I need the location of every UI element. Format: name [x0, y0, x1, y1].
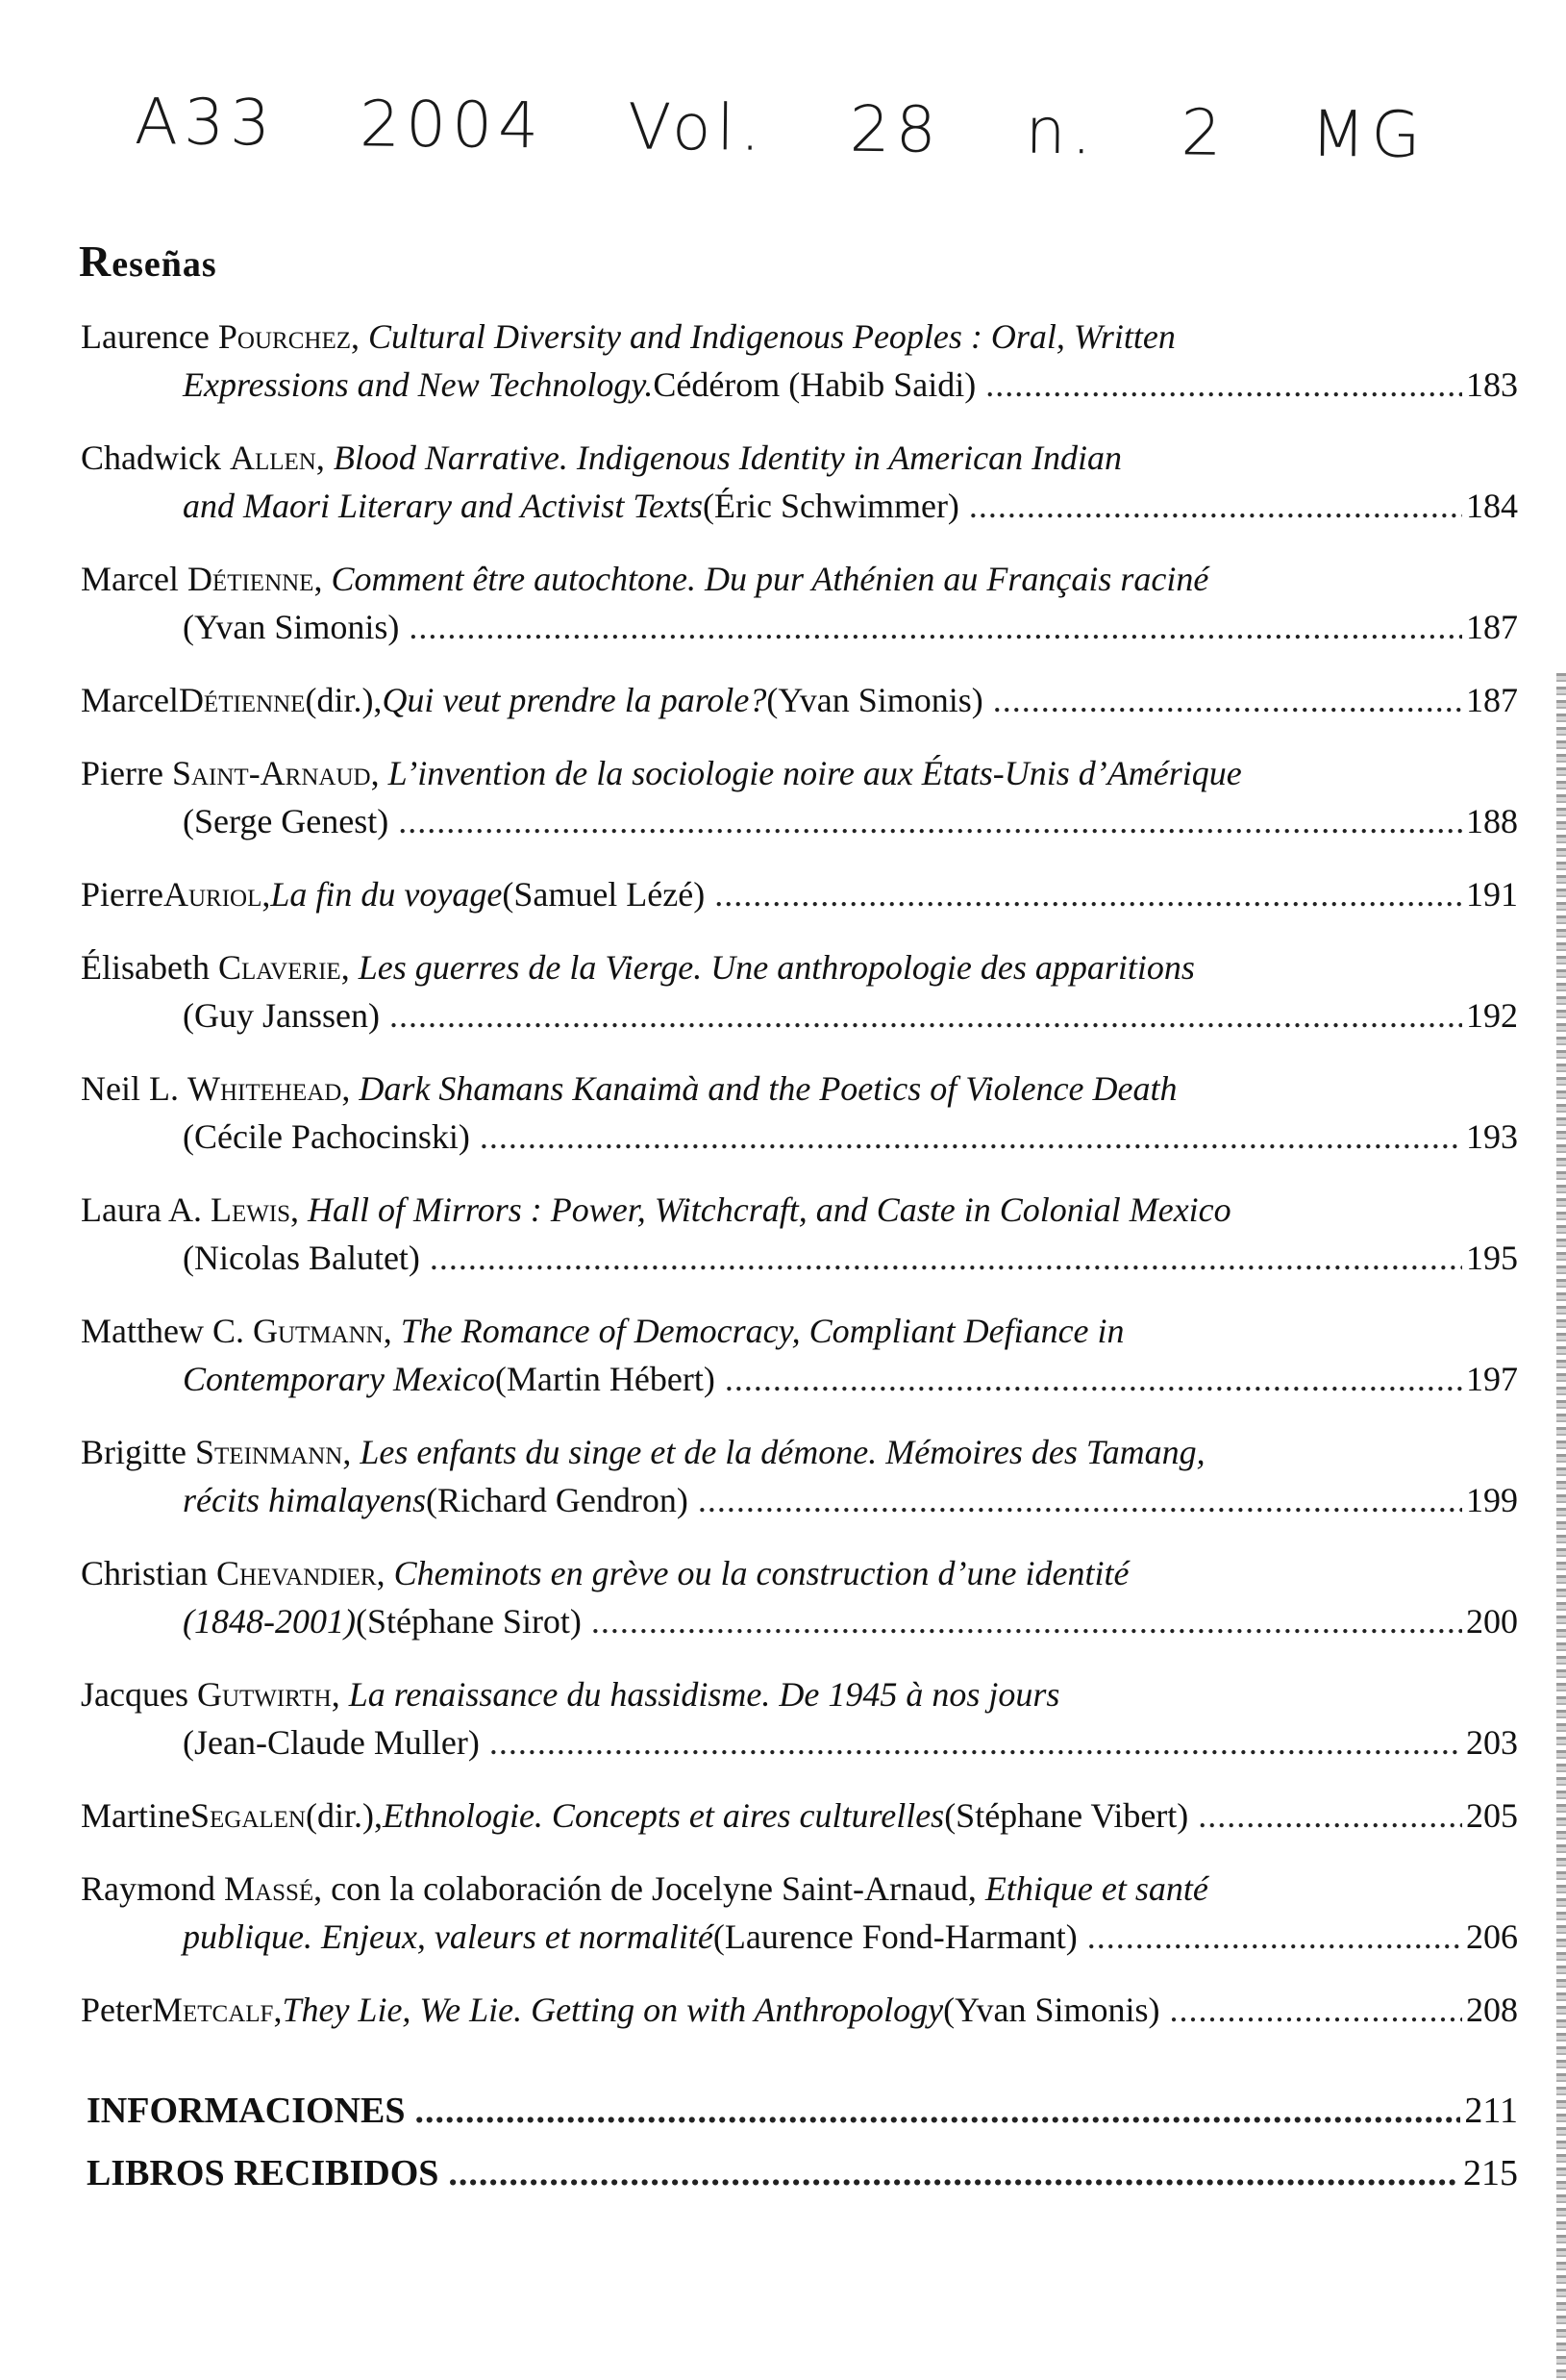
toc-entry: Jacques Gutwirth, La renaissance du hassidisme. De 1945 à nos jours (Jean-Claude Muller) ..... 203	[81, 1670, 1518, 1766]
toc-entry: Christian Chevandier, Cheminots en grève ou la construction d’une identité (1848-2001) (Stéphane Sirot) ..... 200	[81, 1549, 1518, 1645]
page-number: 195	[1466, 1239, 1518, 1277]
page-number: 215	[1463, 2153, 1518, 2193]
major-section-libros-recibidos: LIBROS RECIBIDOS ..... 215	[87, 2149, 1518, 2197]
leader-dots	[969, 482, 1462, 530]
leader-dots	[414, 2087, 1460, 2135]
scan-edge	[1556, 673, 1566, 2380]
leader-dots	[398, 797, 1462, 845]
page-number: 197	[1466, 1360, 1518, 1398]
page-number: 187	[1466, 608, 1518, 646]
leader-dots	[725, 1355, 1462, 1403]
page-number: 203	[1466, 1723, 1518, 1762]
page-number: 211	[1464, 2091, 1518, 2131]
leader-dots	[480, 1113, 1462, 1161]
page-number: 200	[1466, 1602, 1518, 1641]
leader-dots	[409, 603, 1462, 651]
toc-entry: Peter Metcalf , They Lie, We Lie. Getting on with Anthropology (Yvan Simonis) ..... 208	[81, 1986, 1518, 2034]
page-number: 184	[1466, 487, 1518, 525]
page-number: 205	[1466, 1796, 1518, 1835]
page-number: 193	[1466, 1117, 1518, 1156]
table-of-contents	[81, 313, 1518, 2059]
toc-entry: Laura A. Lewis, Hall of Mirrors : Power, Witchcraft, and Caste in Colonial Mexico (Nicolas Balutet) ..... 195	[81, 1186, 1518, 1282]
toc-entry: Martine Segalen (dir.), Ethnologie. Concepts et aires culturelles (Stéphane Vibert) ..... 205	[81, 1791, 1518, 1840]
toc-entry: Pierre Auriol , La fin du voyage (Samuel Lézé) ..... 191	[81, 870, 1518, 918]
section-title: Reseñas	[79, 237, 217, 286]
leader-dots	[389, 991, 1462, 1040]
handwritten-annotation: A33 2004 Vol. 28 n. 2 MG	[134, 84, 1427, 173]
leader-dots	[985, 361, 1462, 409]
major-section-informaciones: INFORMACIONES ..... 211	[87, 2087, 1518, 2135]
page-number: 188	[1466, 802, 1518, 840]
page-number: 199	[1466, 1481, 1518, 1519]
page-number: 208	[1466, 1991, 1518, 2029]
toc-entry: Marcel Détienne (dir.), Qui veut prendre la parole? (Yvan Simonis) ..... 187	[81, 676, 1518, 724]
leader-dots	[430, 1234, 1462, 1282]
leader-dots	[1198, 1791, 1462, 1840]
leader-dots	[714, 870, 1462, 918]
page-number: 206	[1466, 1917, 1518, 1956]
toc-entry: Matthew C. Gutmann, The Romance of Democracy, Compliant Defiance in Contemporary Mexico (Martin Hébert) ..... 197	[81, 1307, 1518, 1403]
toc-entry: Pierre Saint-Arnaud, L’invention de la sociologie noire aux États-Unis d’Amérique (Serge Genest) ..... 188	[81, 749, 1518, 845]
toc-entry: Raymond Massé, con la colaboración de Jocelyne Saint-Arnaud, Ethique et santé publique. Enjeux, valeurs et normalité (Laurence Fond-Harmant) ..... 206	[81, 1865, 1518, 1961]
leader-dots	[489, 1718, 1462, 1766]
page-number: 191	[1466, 875, 1518, 914]
page-number: 183	[1466, 365, 1518, 404]
leader-dots	[591, 1597, 1462, 1645]
leader-dots	[698, 1476, 1462, 1524]
page-number: 192	[1466, 996, 1518, 1035]
page-number: 187	[1466, 681, 1518, 719]
toc-entry: Neil L. Whitehead, Dark Shamans Kanaimà and the Poetics of Violence Death (Cécile Pachocinski) ..... 193	[81, 1065, 1518, 1161]
toc-entry: Laurence Pourchez, Cultural Diversity and Indigenous Peoples : Oral, Written Expressions and New Technology. Cédérom (Habib Saidi) ..... 183	[81, 313, 1518, 409]
toc-entry: Marcel Détienne, Comment être autochtone. Du pur Athénien au Français raciné (Yvan Simonis) ..... 187	[81, 555, 1518, 651]
leader-dots	[1169, 1986, 1462, 2034]
leader-dots	[1087, 1913, 1462, 1961]
toc-entry: Chadwick Allen, Blood Narrative. Indigenous Identity in American Indian and Maori Literary and Activist Texts (Éric Schwimmer) ..... 184	[81, 434, 1518, 530]
leader-dots	[448, 2149, 1459, 2197]
toc-entry: Élisabeth Claverie, Les guerres de la Vierge. Une anthropologie des apparitions (Guy Janssen) ..... 192	[81, 943, 1518, 1040]
leader-dots	[993, 676, 1462, 724]
toc-entry: Brigitte Steinmann, Les enfants du singe et de la démone. Mémoires des Tamang, récits himalayens (Richard Gendron) ..... 199	[81, 1428, 1518, 1524]
